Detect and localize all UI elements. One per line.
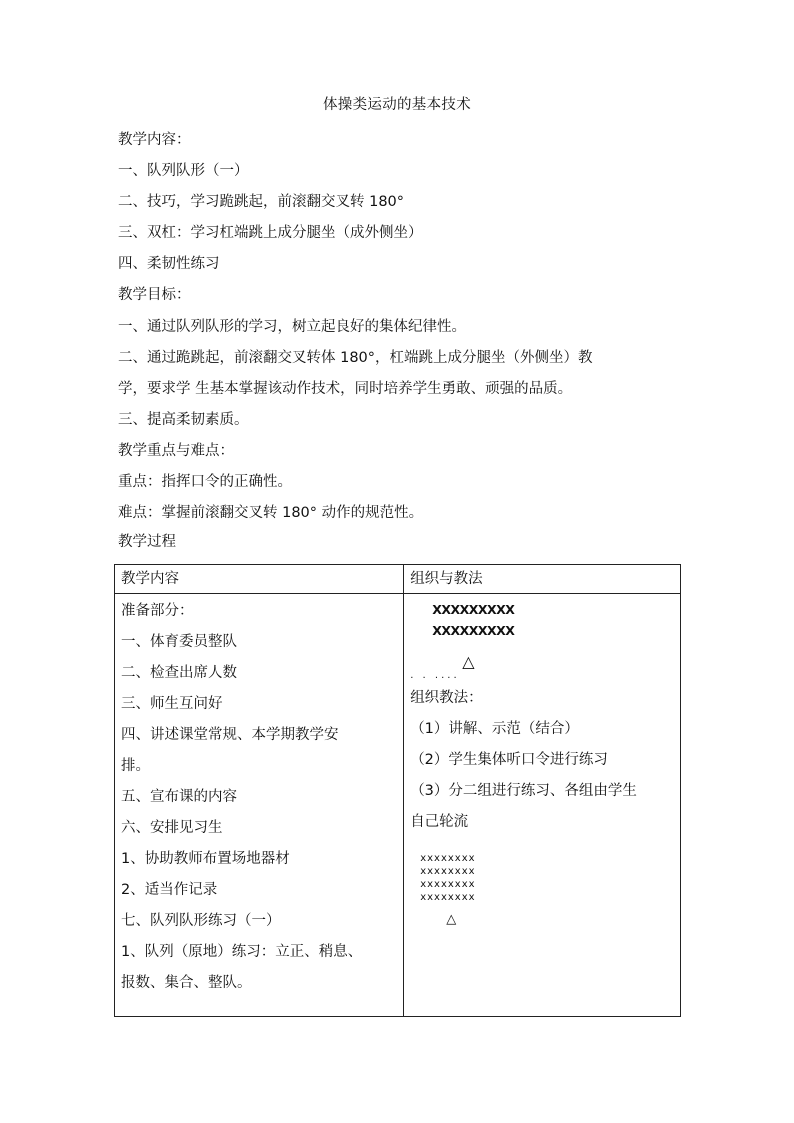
intro-line: 重点：指挥口令的正确性。 <box>118 474 292 491</box>
list-item: 报数、集合、整队。 <box>121 975 252 991</box>
formation-row: XXXXXXXXX <box>432 623 515 638</box>
teacher-triangle-icon: △ <box>462 652 475 671</box>
formation-row: XXXXXXXXX <box>432 602 515 617</box>
intro-line: 四、柔韧性练习 <box>118 256 220 273</box>
formation-row: xxxxxxxx <box>420 866 476 877</box>
list-item: 三、师生互问好 <box>121 696 223 712</box>
list-item: 准备部分： <box>121 603 194 619</box>
intro-line: 三、双杠：学习杠端跳上成分腿坐（成外侧坐） <box>118 225 423 242</box>
header-organization-method: 组织与教法 <box>404 565 681 594</box>
intro-line: 二、技巧，学习跪跳起，前滚翻交叉转 180° <box>118 194 405 211</box>
intro-line: 教学目标： <box>118 287 191 304</box>
intro-line: 教学重点与难点： <box>118 442 234 459</box>
list-item: 1、协助教师布置场地器材 <box>121 851 290 867</box>
list-item: 一、体育委员整队 <box>121 634 237 650</box>
list-item: 二、检查出席人数 <box>121 665 237 681</box>
method-line: （3）分二组进行练习、各组由学生 <box>410 783 637 799</box>
intro-line: 难点：掌握前滚翻交叉转 180° 动作的规范性。 <box>118 505 424 522</box>
method-line: （2）学生集体听口令进行练习 <box>410 752 608 768</box>
right-cell <box>404 594 681 1017</box>
method-line: 组织教法： <box>410 690 483 706</box>
list-item: 排。 <box>121 758 150 774</box>
method-line: （1）讲解、示范（结合） <box>410 721 579 737</box>
formation-row: xxxxxxxx <box>420 853 476 864</box>
list-item: 五、宣布课的内容 <box>121 789 237 805</box>
list-item: 六、安排见习生 <box>121 820 223 836</box>
intro-line: 教学内容： <box>118 132 191 148</box>
list-item: 七、队列队形练习（一） <box>121 913 281 929</box>
document-title: 体操类运动的基本技术 <box>323 97 471 113</box>
lesson-table <box>114 564 681 1017</box>
list-item: 1、队列（原地）练习：立正、稍息、 <box>121 944 363 960</box>
process-label: 教学过程 <box>118 534 176 550</box>
table-row <box>115 594 681 1017</box>
intro-line: 三、提高柔韧素质。 <box>118 411 249 428</box>
dots: . . .... <box>410 670 460 681</box>
list-item: 四、讲述课堂常规、本学期教学安 <box>121 727 339 743</box>
method-line: 自己轮流 <box>410 814 469 830</box>
intro-text <box>118 125 718 529</box>
list-item: 2、适当作记录 <box>121 882 218 898</box>
intro-line: 一、通过队列队形的学习，树立起良好的集体纪律性。 <box>118 318 466 335</box>
formation-row: xxxxxxxx <box>420 892 476 903</box>
intro-line: 一、队列队形（一） <box>118 163 249 180</box>
formation-row: xxxxxxxx <box>420 879 476 890</box>
table-header-row <box>115 565 681 594</box>
intro-line: 学，要求学 生基本掌握该动作技术，同时培养学生勇敢、顽强的品质。 <box>118 380 573 397</box>
header-teaching-content: 教学内容 <box>115 565 404 594</box>
teacher-triangle-icon: △ <box>446 912 457 927</box>
intro-line: 二、通过跪跳起，前滚翻交叉转体 180°，杠端跳上成分腿坐（外侧坐）教 <box>118 349 593 366</box>
left-cell <box>115 594 404 1017</box>
